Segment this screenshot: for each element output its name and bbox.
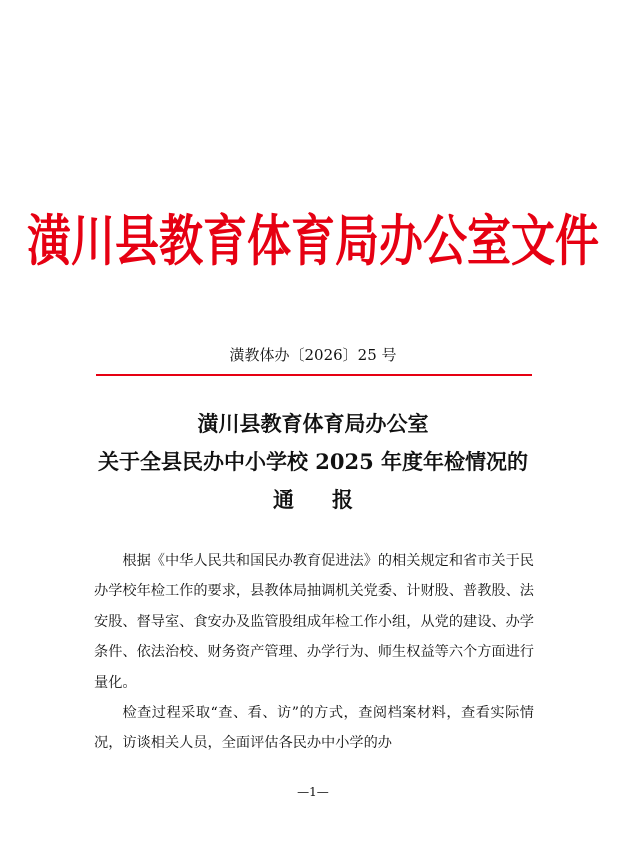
title-line-2: 关于全县民办中小学校 2025 年度年检情况的 [97,449,529,474]
body-paragraph-2: 检查过程采取“查、看、访”的方式，查阅档案材料，查看实际情况，访谈相关人员，全面评估各民办中小学的办 [94,705,534,752]
document-title [0,405,626,519]
page-number: —1— [297,785,329,799]
title-line-1: 潢川县教育体育局办公室 [197,411,429,436]
document-masthead: 潢川县教育体育局办公室文件 [27,209,599,274]
red-divider-line [96,374,532,376]
document-body [94,546,534,759]
title-line-3: 通报 [273,487,391,512]
document-number: 潢教体办〔2026〕25 号 [229,346,397,364]
body-paragraph-1: 根据《中华人民共和国民办教育促进法》的相关规定和省市关于民办学校年检工作的要求，县教体局抽调机关党委、计财股、普教股、法安股、督导室、食安办及监管股组成年检工作小组，从党的建设、办学条件、依法治校、财务资产管理、办学行为、师生权益等六个方面进行量化。 [94,553,534,691]
